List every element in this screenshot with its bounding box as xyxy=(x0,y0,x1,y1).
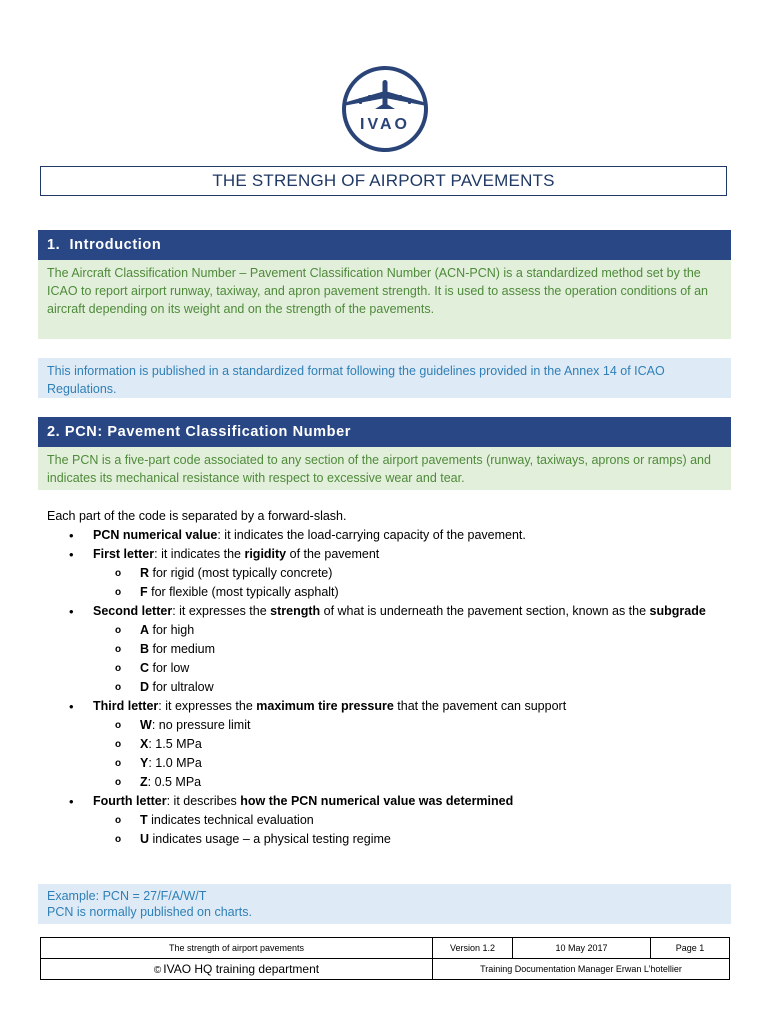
example-box xyxy=(38,884,731,924)
document-title: THE STRENGH OF AIRPORT PAVEMENTS xyxy=(40,166,727,196)
section-heading-pcn: 2. PCN: Pavement Classification Number xyxy=(38,417,731,447)
list-item: • PCN numerical value: it indicates the load-carrying capacity of the pavement. xyxy=(47,526,737,545)
list-item: • Fourth letter: it describes how the PCN numerical value was determined o T indicates technical evaluation o U indicates usage – a physical testing regime xyxy=(47,792,737,849)
lead-paragraph: Each part of the code is separated by a forward-slash. xyxy=(47,509,347,523)
airplane-icon xyxy=(343,80,427,109)
logo-text: IVAO xyxy=(360,116,410,133)
sub-list-item: o Y: 1.0 MPa xyxy=(93,754,737,773)
footer-page: Page 1 xyxy=(651,938,730,959)
sub-list-item: o C for low xyxy=(93,659,737,678)
footer-department-label: IVAO HQ training department xyxy=(163,962,320,976)
pcn-highlight-box: The PCN is a five-part code associated to any section of the airport pavements (runway, taxiways, aprons or ramps) and indicates its mechanical resistance with respect to excessive wear and tear. xyxy=(38,447,731,490)
ivao-logo xyxy=(335,65,435,153)
sub-list xyxy=(93,621,737,697)
footer-doc-title: The strength of airport pavements xyxy=(41,938,433,959)
sub-list-item: o B for medium xyxy=(93,640,737,659)
footer-department xyxy=(41,959,433,980)
copyright-icon: © xyxy=(153,965,162,976)
list-item: • First letter: it indicates the rigidity of the pavement o R for rigid (most typically concrete) o F for flexible (most typically asphalt) xyxy=(47,545,737,602)
sub-list-item: o W: no pressure limit xyxy=(93,716,737,735)
sub-list xyxy=(93,811,737,849)
footer-manager: Training Documentation Manager Erwan L’hotellier xyxy=(433,959,730,980)
example-line: Example: PCN = 27/F/A/W/T xyxy=(47,889,207,903)
page-footer xyxy=(40,937,730,980)
list-item: • Third letter: it expresses the maximum tire pressure that the pavement can support o W: no pressure limit o X: 1.5 MPa o Y: 1.0 MPa o Z: 0.5 MPa xyxy=(47,697,737,792)
footer-version: Version 1.2 xyxy=(433,938,513,959)
pcn-description xyxy=(47,507,737,849)
sub-list-item: o F for flexible (most typically asphalt) xyxy=(93,583,737,602)
sub-list-item: o D for ultralow xyxy=(93,678,737,697)
sub-list-item: o R for rigid (most typically concrete) xyxy=(93,564,737,583)
intro-info-box: This information is published in a standardized format following the guidelines provided in the Annex 14 of ICAO Regulations. xyxy=(38,358,731,398)
example-note: PCN is normally published on charts. xyxy=(47,905,252,919)
sub-list-item: o T indicates technical evaluation xyxy=(93,811,737,830)
pcn-parts-list xyxy=(47,526,737,849)
intro-highlight-box: The Aircraft Classification Number – Pavement Classification Number (ACN-PCN) is a standardized method set by the ICAO to report airport runway, taxiway, and apron pavement strength. It is used to assess the operation conditions of an aircraft depending on its weight and on the strength of the pavements. xyxy=(38,260,731,339)
list-item: • Second letter: it expresses the strength of what is underneath the pavement section, known as the subgrade o A for high o B for medium o C for low o D for ultralow xyxy=(47,602,737,697)
footer-date: 10 May 2017 xyxy=(513,938,651,959)
sub-list xyxy=(93,564,737,602)
sub-list xyxy=(93,716,737,792)
sub-list-item: o U indicates usage – a physical testing regime xyxy=(93,830,737,849)
sub-list-item: o A for high xyxy=(93,621,737,640)
section-heading-introduction: 1. Introduction xyxy=(38,230,731,260)
sub-list-item: o Z: 0.5 MPa xyxy=(93,773,737,792)
sub-list-item: o X: 1.5 MPa xyxy=(93,735,737,754)
